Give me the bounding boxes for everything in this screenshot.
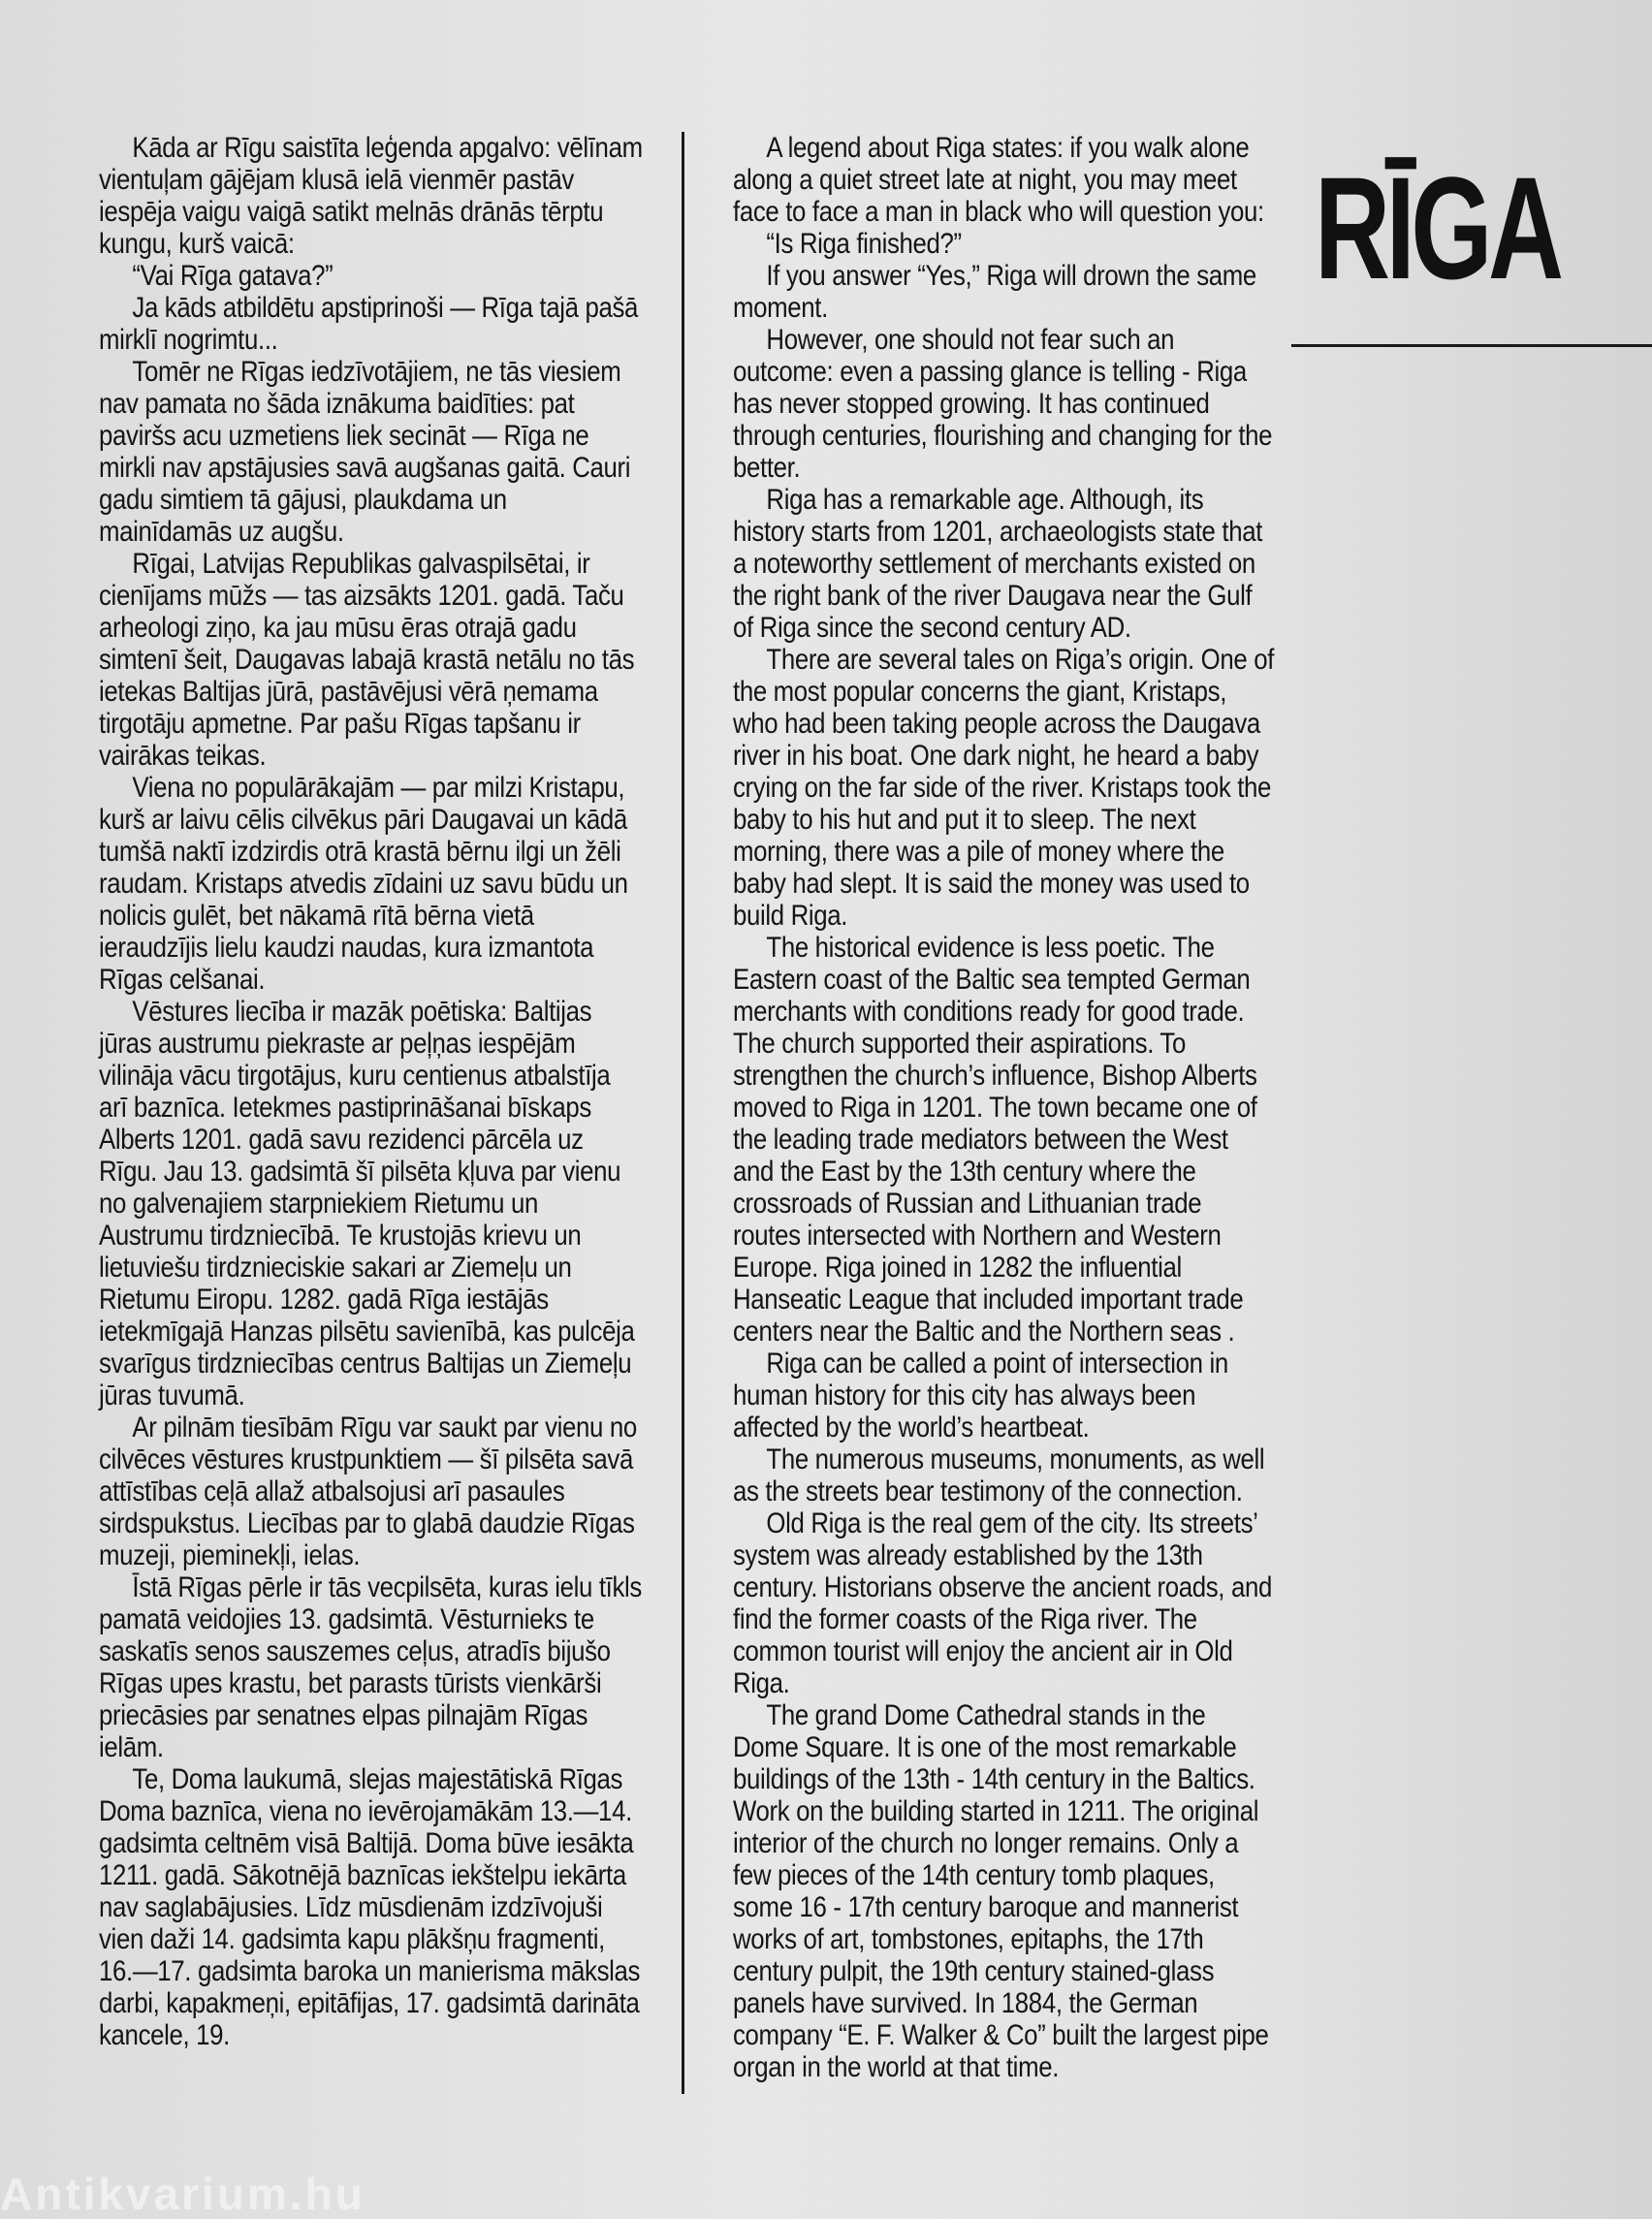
en-paragraph-4: However, one should not fear such an outcome: even a passing glance is telling - Riga has never stopped growing. It has continued through centuries, flourishing and changing for the better.	[733, 324, 1273, 484]
lv-paragraph-10: Te, Doma laukumā, slejas majestātiskā Rīgas Doma baznīca, viena no ievērojamākām 13.—14. gadsimta celtnēm visā Baltijā. Doma būve iesākta 1211. gadā. Sākotnējā baznīcas iekštelpu iekārta nav saglabājusies. Līdz mūsdienām izdzīvojuši vien daži 14. gadsimta kapu plākšņu fragmenti, 16.—17. gadsimta baroka un manierisma mākslas darbi, kapakmeņi, epitāfijas, 17. gadsimtā darināta kancele, 19.	[99, 1763, 641, 2051]
en-paragraph-9: The numerous museums, monuments, as well as the streets bear testimony of the connection.	[733, 1443, 1265, 1507]
en-paragraph-1: A legend about Riga states: if you walk alone along a quiet street late at night, you may meet face to face a man in black who will question you:	[733, 132, 1264, 228]
column-divider	[682, 132, 684, 2094]
lv-paragraph-5: Rīgai, Latvijas Republikas galvaspilsētai, ir cienījams mūžs — tas aizsākts 1201. gadā. Taču arheologi ziņo, ka jau mūsu ēras otrajā gadu simtenī šeit, Daugavas labajā krastā netālu no tās ietekas Baltijas jūrā, pastāvējusi vērā ņemama tirgotāju apmetne. Par pašu Rīgas tapšanu ir vairākas teikas.	[99, 548, 635, 772]
en-paragraph-5: Riga has a remarkable age. Although, its history starts from 1201, archaeologists state that a noteworthy settlement of merchants existed on the right bank of the river Daugava near the Gulf of Riga since the second century AD.	[733, 484, 1263, 644]
lv-paragraph-1: Kāda ar Rīgu saistīta leģenda apgalvo: vēlīnam vientuļam gājējam klusā ielā vienmēr pastāv iespēja vaigu vaigā satikt melnās drānās tērptu kungu, kurš vaicā:	[99, 132, 643, 260]
lv-paragraph-2: “Vai Rīga gatava?”	[132, 260, 334, 292]
en-paragraph-7: The historical evidence is less poetic. The Eastern coast of the Baltic sea tempted German merchants with conditions ready for good trade. The church supported their aspirations. To strengthen the church’s influence, Bishop Alberts moved to Riga in 1201. The town became one of the leading trade mediators between the West and the East by the 13th century where the crossroads of Russian and Lithuanian trade routes intersected with Northern and Western Europe. Riga joined in 1282 the influential Hanseatic League that included important trade centers near the Baltic and the Northern seas .	[733, 932, 1257, 1347]
lv-paragraph-9: Īstā Rīgas pērle ir tās vecpilsēta, kuras ielu tīkls pamatā veidojies 13. gadsimtā. Vēsturnieks te saskatīs senos sauszemes ceļus, atradīs bijušo Rīgas upes krastu, bet parasts tūrists vienkārši priecāsies par senatnes elpas pilnajām Rīgas ielām.	[99, 1571, 642, 1763]
lv-paragraph-8: Ar pilnām tiesībām Rīgu var saukt par vienu no cilvēces vēstures krustpunktiem — šī pilsēta savā attīstības ceļā allaž atbalsojusi arī pasaules sirdspukstus. Liecības par to glabā daudzie Rīgas muzeji, pieminekļi, ielas.	[99, 1411, 637, 1571]
en-paragraph-6: There are several tales on Riga’s origin. One of the most popular concerns the giant, Kristaps, who had been taking people across the Daugava river in his boat. One dark night, he heard a baby crying on the far side of the river. Kristaps took the baby to his hut and put it to sleep. The next morning, there was a pile of money where the baby had slept. It is said the money was used to build Riga.	[733, 644, 1275, 932]
page-title: RĪGA	[1315, 146, 1560, 309]
lv-paragraph-4: Tomēr ne Rīgas iedzīvotājiem, ne tās viesiem nav pamata no šāda iznākuma baidīties: pat paviršs acu uzmetiens liek secināt — Rīga ne mirkli nav apstājusies savā augšanas gaitā. Cauri gadu simtiem tā gājusi, plaukdama un mainīdamās uz augšu.	[99, 356, 631, 548]
lv-paragraph-7: Vēstures liecība ir mazāk poētiska: Baltijas jūras austrumu piekraste ar peļņas iespējām vilināja vācu tirgotājus, kuru centienus atbalstīja arī baznīca. Ietekmes pastiprināšanai bīskaps Alberts 1201. gadā savu rezidenci pārcēla uz Rīgu. Jau 13. gadsimtā šī pilsēta kļuva par vienu no galvenajiem starpniekiem Rietumu un Austrumu tirdzniecībā. Te krustojās krievu un lietuviešu tirdznieciskie sakari ar Ziemeļu un Rietumu Eiropu. 1282. gadā Rīga iestājās ietekmīgajā Hanzas pilsētu savienībā, kas pulcēja svarīgus tirdzniecības centrus Baltijas un Ziemeļu jūras tuvumā.	[99, 996, 635, 1411]
latvian-text-column	[99, 132, 643, 2051]
en-paragraph-3: If you answer “Yes,” Riga will drown the same moment.	[733, 260, 1256, 324]
en-paragraph-2: “Is Riga finished?”	[766, 228, 962, 260]
watermark: Antikvarium.hu	[0, 2169, 365, 2219]
lv-paragraph-6: Viena no populārākajām — par milzi Kristapu, kurš ar laivu cēlis cilvēkus pāri Daugavai un kādā tumšā naktī izdzirdis otrā krastā bērnu ilgi un žēli raudam. Kristaps atvedis zīdaini uz savu būdu un nolicis gulēt, bet nākamā rītā bērna vietā ieraudzījis lielu kaudzi naudas, kura izmantota Rīgas celšanai.	[99, 772, 628, 996]
en-paragraph-10: Old Riga is the real gem of the city. Its streets’ system was already established by the 13th century. Historians observe the ancient roads, and find the former coasts of the Riga river. The common tourist will enjoy the ancient air in Old Riga.	[733, 1507, 1272, 1699]
english-text-column	[733, 132, 1275, 2083]
en-paragraph-8: Riga can be called a point of intersection in human history for this city has always been affected by the world’s heartbeat.	[733, 1347, 1228, 1443]
lv-paragraph-3: Ja kāds atbildētu apstiprinoši — Rīga tajā pašā mirklī nogrimtu...	[99, 292, 639, 356]
en-paragraph-11: The grand Dome Cathedral stands in the Dome Square. It is one of the most remarkable buildings of the 13th - 14th century in the Baltics. Work on the building started in 1211. The original interior of the church no longer remains. Only a few pieces of the 14th century tomb plaques, some 16 - 17th century baroque and mannerist works of art, tombstones, epitaphs, the 17th century pulpit, the 19th century stained-glass panels have survived. In 1884, the German company “E. F. Walker & Co” built the largest pipe organ in the world at that time.	[733, 1699, 1269, 2083]
title-underline	[1291, 344, 1652, 347]
